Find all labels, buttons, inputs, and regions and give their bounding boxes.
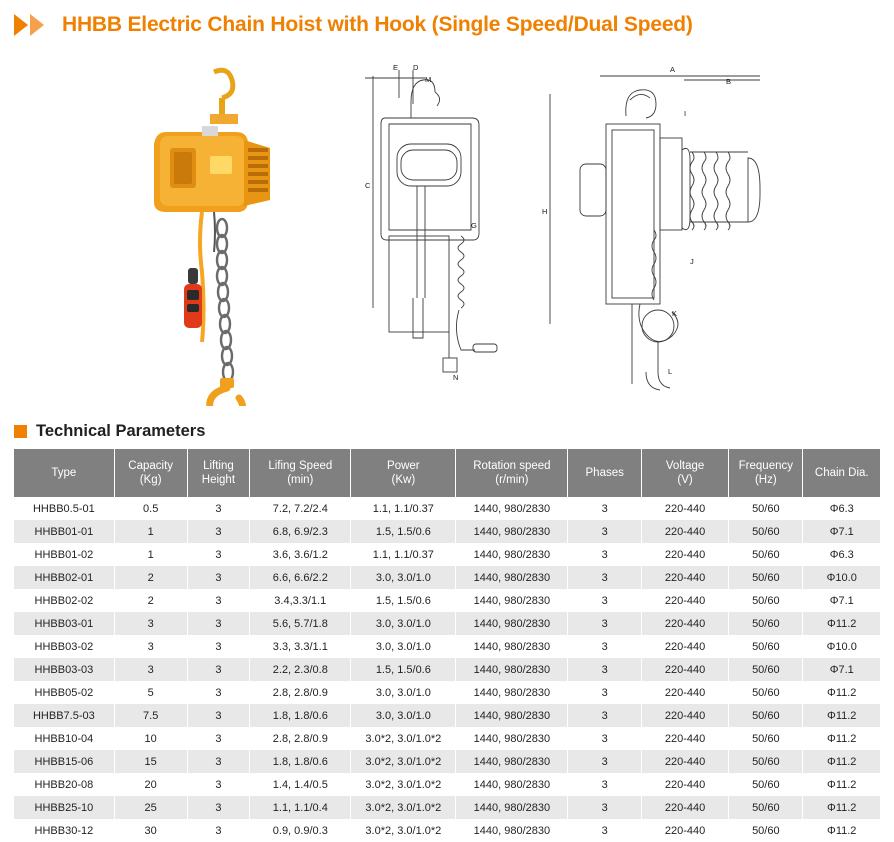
table-cell: HHBB30-12 — [14, 819, 114, 842]
svg-text:D: D — [413, 63, 419, 72]
table-cell: 1440, 980/2830 — [456, 566, 568, 589]
table-cell: 1440, 980/2830 — [456, 750, 568, 773]
column-header-phases: Phases — [568, 449, 642, 497]
table-cell: 1.1, 1.1/0.4 — [250, 796, 351, 819]
table-cell: 3 — [187, 796, 250, 819]
table-cell: 1.5, 1.5/0.6 — [351, 589, 456, 612]
table-cell: HHBB02-02 — [14, 589, 114, 612]
table-cell: Φ11.2 — [803, 704, 880, 727]
column-header-rotation-speed: Rotation speed (r/min) — [456, 449, 568, 497]
table-cell: 50/60 — [729, 612, 803, 635]
table-cell: HHBB02-01 — [14, 566, 114, 589]
table-cell: 3.0, 3.0/1.0 — [351, 704, 456, 727]
table-header-row — [14, 449, 880, 497]
technical-parameters-table — [14, 449, 880, 842]
table-cell: 3 — [568, 727, 642, 750]
table-cell: 1440, 980/2830 — [456, 635, 568, 658]
table-cell: 15 — [114, 750, 187, 773]
table-cell: 220-440 — [642, 796, 729, 819]
table-cell: 1.5, 1.5/0.6 — [351, 520, 456, 543]
table-cell: 3 — [187, 773, 250, 796]
table-cell: 3 — [568, 704, 642, 727]
table-cell: 3 — [187, 658, 250, 681]
table-cell: Φ7.1 — [803, 658, 880, 681]
table-cell: 50/60 — [729, 635, 803, 658]
table-cell: 1440, 980/2830 — [456, 727, 568, 750]
table-cell: HHBB01-02 — [14, 543, 114, 566]
table-cell: 5.6, 5.7/1.8 — [250, 612, 351, 635]
column-header-type: Type — [14, 449, 114, 497]
table-row — [14, 635, 880, 658]
table-cell: 3 — [568, 658, 642, 681]
table-cell: 3 — [568, 681, 642, 704]
table-cell: 50/60 — [729, 750, 803, 773]
table-cell: 1.4, 1.4/0.5 — [250, 773, 351, 796]
table-cell: Φ7.1 — [803, 520, 880, 543]
table-row — [14, 796, 880, 819]
table-row — [14, 612, 880, 635]
table-cell: 220-440 — [642, 773, 729, 796]
table-row — [14, 658, 880, 681]
table-cell: 1440, 980/2830 — [456, 612, 568, 635]
page-title: HHBB Electric Chain Hoist with Hook (Single Speed/Dual Speed) — [62, 13, 693, 36]
table-cell: 1.8, 1.8/0.6 — [250, 704, 351, 727]
table-row — [14, 589, 880, 612]
table-cell: 50/60 — [729, 589, 803, 612]
table-cell: Φ11.2 — [803, 681, 880, 704]
table-cell: 220-440 — [642, 543, 729, 566]
table-cell: Φ10.0 — [803, 566, 880, 589]
column-header-lifting-speed: Lifing Speed (min) — [250, 449, 351, 497]
column-header-power: Power (Kw) — [351, 449, 456, 497]
table-cell: 3 — [568, 543, 642, 566]
table-row — [14, 704, 880, 727]
table-row — [14, 750, 880, 773]
table-cell: 2.8, 2.8/0.9 — [250, 681, 351, 704]
table-cell: HHBB25-10 — [14, 796, 114, 819]
table-cell: 3 — [187, 704, 250, 727]
table-cell: 3 — [187, 520, 250, 543]
table-cell: 3 — [187, 497, 250, 520]
table-cell: 220-440 — [642, 681, 729, 704]
table-cell: 1440, 980/2830 — [456, 681, 568, 704]
table-cell: 6.8, 6.9/2.3 — [250, 520, 351, 543]
table-cell: 1.1, 1.1/0.37 — [351, 497, 456, 520]
table-cell: 3 — [114, 612, 187, 635]
svg-text:C: C — [365, 181, 371, 190]
table-row — [14, 520, 880, 543]
table-cell: 1.5, 1.5/0.6 — [351, 658, 456, 681]
table-cell: 1.8, 1.8/0.6 — [250, 750, 351, 773]
table-cell: HHBB0.5-01 — [14, 497, 114, 520]
table-cell: 50/60 — [729, 681, 803, 704]
table-cell: 3 — [568, 589, 642, 612]
svg-text:N: N — [453, 373, 459, 382]
svg-text:B: B — [726, 77, 732, 86]
technical-drawing-side — [520, 54, 780, 409]
table-cell: 3.0, 3.0/1.0 — [351, 681, 456, 704]
table-cell: Φ11.2 — [803, 612, 880, 635]
table-cell: 1 — [114, 543, 187, 566]
table-cell: 3 — [187, 819, 250, 842]
table-cell: 3 — [568, 796, 642, 819]
svg-text:H: H — [542, 207, 548, 216]
table-cell: 1440, 980/2830 — [456, 589, 568, 612]
column-header-capacity: Capacity (Kg) — [114, 449, 187, 497]
table-cell: 3 — [568, 773, 642, 796]
table-row — [14, 773, 880, 796]
table-cell: 1.1, 1.1/0.37 — [351, 543, 456, 566]
table-cell: 3 — [187, 635, 250, 658]
table-cell: 1 — [114, 520, 187, 543]
table-cell: Φ6.3 — [803, 543, 880, 566]
table-cell: 1440, 980/2830 — [456, 704, 568, 727]
table-cell: 3 — [187, 681, 250, 704]
table-cell: 3.4,3.3/1.1 — [250, 589, 351, 612]
table-cell: HHBB01-01 — [14, 520, 114, 543]
table-cell: 3 — [568, 635, 642, 658]
table-cell: 7.2, 7.2/2.4 — [250, 497, 351, 520]
table-cell: 220-440 — [642, 589, 729, 612]
table-cell: 3 — [568, 819, 642, 842]
table-cell: 3 — [568, 612, 642, 635]
product-photo — [110, 56, 330, 406]
table-cell: 5 — [114, 681, 187, 704]
table-cell: 3 — [568, 566, 642, 589]
table-cell: 0.5 — [114, 497, 187, 520]
orange-square-icon — [14, 425, 27, 438]
table-cell: 50/60 — [729, 520, 803, 543]
table-row — [14, 566, 880, 589]
table-cell: HHBB05-02 — [14, 681, 114, 704]
table-cell: 220-440 — [642, 750, 729, 773]
table-cell: 50/60 — [729, 497, 803, 520]
table-cell: 50/60 — [729, 704, 803, 727]
table-cell: 10 — [114, 727, 187, 750]
table-cell: Φ11.2 — [803, 796, 880, 819]
table-cell: Φ11.2 — [803, 750, 880, 773]
table-cell: 220-440 — [642, 635, 729, 658]
table-cell: 3 — [568, 497, 642, 520]
table-cell: 3.0*2, 3.0/1.0*2 — [351, 796, 456, 819]
table-cell: 7.5 — [114, 704, 187, 727]
table-cell: 3.3, 3.3/1.1 — [250, 635, 351, 658]
table-cell: Φ11.2 — [803, 773, 880, 796]
table-cell: HHBB20-08 — [14, 773, 114, 796]
table-cell: 3.0, 3.0/1.0 — [351, 635, 456, 658]
table-row — [14, 727, 880, 750]
svg-text:K: K — [672, 309, 678, 318]
table-cell: 220-440 — [642, 727, 729, 750]
table-row — [14, 681, 880, 704]
column-header-lifting-height: Lifting Height — [187, 449, 250, 497]
table-cell: 3.0, 3.0/1.0 — [351, 566, 456, 589]
table-body — [14, 497, 880, 842]
table-cell: 20 — [114, 773, 187, 796]
table-cell: 220-440 — [642, 658, 729, 681]
table-cell: 3 — [187, 750, 250, 773]
svg-text:A: A — [670, 65, 676, 74]
table-cell: 50/60 — [729, 773, 803, 796]
table-cell: 3 — [187, 727, 250, 750]
table-cell: 3 — [568, 750, 642, 773]
table-cell: 220-440 — [642, 497, 729, 520]
table-cell: 1440, 980/2830 — [456, 658, 568, 681]
svg-text:I: I — [684, 109, 687, 118]
table-cell: HHBB7.5-03 — [14, 704, 114, 727]
table-cell: 220-440 — [642, 612, 729, 635]
table-cell: 3 — [114, 658, 187, 681]
table-cell: 2 — [114, 566, 187, 589]
table-cell: Φ11.2 — [803, 727, 880, 750]
table-cell: 50/60 — [729, 727, 803, 750]
table-cell: Φ6.3 — [803, 497, 880, 520]
table-cell: HHBB03-03 — [14, 658, 114, 681]
table-cell: 2.2, 2.3/0.8 — [250, 658, 351, 681]
svg-text:E: E — [393, 63, 399, 72]
table-cell: 3.0, 3.0/1.0 — [351, 612, 456, 635]
table-cell: 1440, 980/2830 — [456, 543, 568, 566]
section-header — [0, 418, 894, 449]
table-cell: 220-440 — [642, 819, 729, 842]
table-cell: 2 — [114, 589, 187, 612]
double-arrow-icon — [14, 12, 52, 38]
table-row — [14, 819, 880, 842]
table-cell: HHBB15-06 — [14, 750, 114, 773]
svg-text:G: G — [471, 221, 477, 230]
table-cell: 220-440 — [642, 704, 729, 727]
svg-text:L: L — [668, 367, 673, 376]
table-cell: 30 — [114, 819, 187, 842]
illustration-band — [0, 46, 894, 418]
table-cell: 1440, 980/2830 — [456, 796, 568, 819]
table-cell: 3.0*2, 3.0/1.0*2 — [351, 819, 456, 842]
table-cell: 3.0*2, 3.0/1.0*2 — [351, 773, 456, 796]
table-row — [14, 543, 880, 566]
table-cell: Φ10.0 — [803, 635, 880, 658]
table-cell: Φ11.2 — [803, 819, 880, 842]
page-header — [0, 0, 894, 46]
svg-text:M: M — [425, 75, 432, 84]
table-cell: 3 — [568, 520, 642, 543]
column-header-frequency: Frequency (Hz) — [729, 449, 803, 497]
table-cell: 3 — [114, 635, 187, 658]
table-cell: 50/60 — [729, 819, 803, 842]
table-cell: 220-440 — [642, 566, 729, 589]
table-cell: 2.8, 2.8/0.9 — [250, 727, 351, 750]
table-cell: 3 — [187, 589, 250, 612]
table-cell: 1440, 980/2830 — [456, 819, 568, 842]
table-cell: 1440, 980/2830 — [456, 520, 568, 543]
table-cell: 3 — [187, 543, 250, 566]
table-cell: 220-440 — [642, 520, 729, 543]
table-cell: HHBB10-04 — [14, 727, 114, 750]
table-cell: 50/60 — [729, 796, 803, 819]
section-title: Technical Parameters — [36, 422, 206, 440]
table-cell: 3 — [187, 612, 250, 635]
table-cell: 6.6, 6.6/2.2 — [250, 566, 351, 589]
table-cell: 1440, 980/2830 — [456, 773, 568, 796]
table-cell: 50/60 — [729, 543, 803, 566]
table-cell: 25 — [114, 796, 187, 819]
table-cell: 3.0*2, 3.0/1.0*2 — [351, 727, 456, 750]
table-cell: HHBB03-02 — [14, 635, 114, 658]
table-cell: Φ7.1 — [803, 589, 880, 612]
table-cell: HHBB03-01 — [14, 612, 114, 635]
table-cell: 3.6, 3.6/1.2 — [250, 543, 351, 566]
column-header-voltage: Voltage (V) — [642, 449, 729, 497]
table-cell: 1440, 980/2830 — [456, 497, 568, 520]
svg-text:J: J — [690, 257, 694, 266]
table-cell: 0.9, 0.9/0.3 — [250, 819, 351, 842]
table-cell: 3 — [187, 566, 250, 589]
table-cell: 50/60 — [729, 566, 803, 589]
technical-drawing-front — [355, 58, 515, 408]
table-row — [14, 497, 880, 520]
column-header-chain-dia: Chain Dia. — [803, 449, 880, 497]
table-header — [14, 449, 880, 497]
table-cell: 50/60 — [729, 658, 803, 681]
table-cell: 3.0*2, 3.0/1.0*2 — [351, 750, 456, 773]
